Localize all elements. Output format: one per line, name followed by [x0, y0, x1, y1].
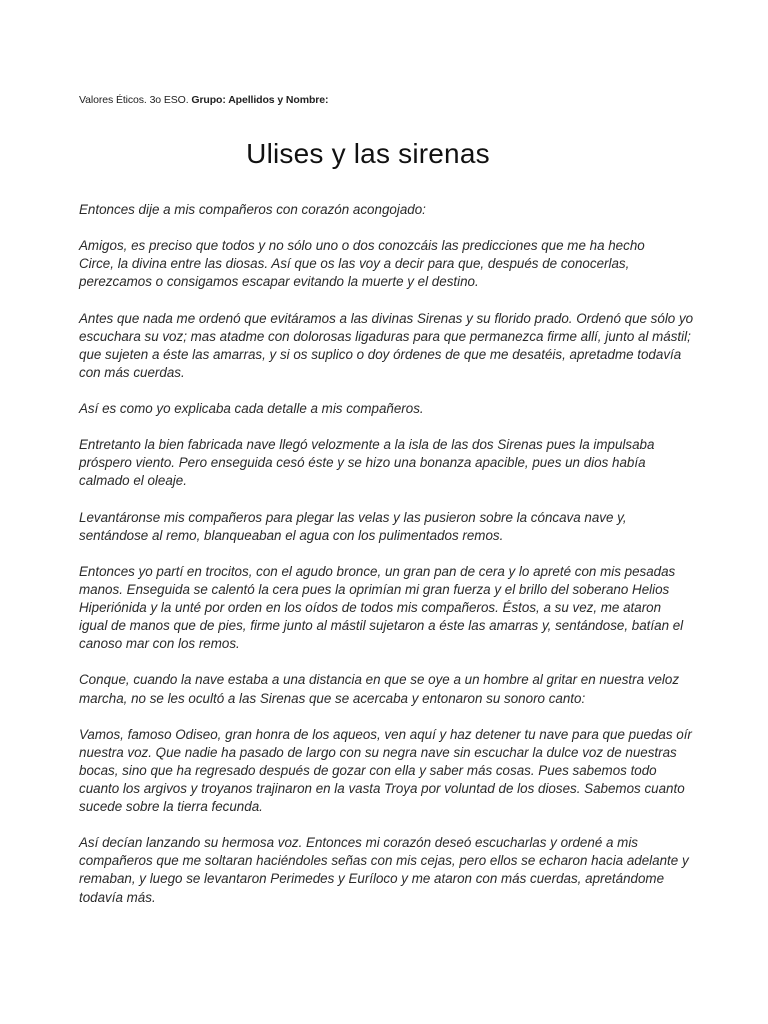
paragraph	[79, 310, 699, 382]
text-line: Vamos, famoso Odiseo, gran honra de los aqueos, ven aquí y haz detener tu nave para que puedas oír	[79, 726, 692, 742]
text-line: Entretanto la bien fabricada nave llegó velozmente a la isla de las dos Sirenas pues la impulsaba	[79, 437, 655, 453]
text-line: Hiperiónida y la unté por orden en los oídos de todos mis compañeros. Éstos, a su vez, me ataron	[79, 600, 662, 616]
text-line: sucede sobre la tierra fecunda.	[79, 799, 263, 815]
text-line: Antes que nada me ordenó que evitáramos a las divinas Sirenas y su florido prado. Ordenó que sólo yo	[79, 310, 694, 326]
header-course: Valores Éticos. 3o ESO.	[79, 94, 192, 106]
text-line: calmado el oleaje.	[79, 473, 187, 489]
text-line: marcha, no se les ocultó a las Sirenas que se acercaba y entonaron su sonoro canto:	[79, 690, 586, 706]
paragraph	[79, 509, 699, 545]
text-line: nuestra voz. Que nadie ha pasado de largo con su negra nave sin escuchar la dulce voz de nuestras	[79, 744, 677, 760]
text-line: Así decían lanzando su hermosa voz. Entonces mi corazón deseó escucharlas y ordené a mis	[79, 835, 638, 851]
text-line: Circe, la divina entre las diosas. Así que os las voy a decir para que, después de conocerlas,	[79, 256, 630, 272]
document-title: Ulises y las sirenas	[246, 138, 490, 169]
paragraph	[79, 201, 699, 219]
paragraph	[79, 563, 699, 653]
document-header	[79, 93, 328, 107]
paragraph	[79, 834, 699, 906]
text-line: escuchara su voz; mas atadme con dolorosas ligaduras para que permanezca firme allí, junto al mástil;	[79, 328, 691, 344]
text-line: igual de manos que de pies, firme junto al mástil sujetaron a éste las amarras y, sentándose, batían el	[79, 618, 684, 634]
text-line: Así es como yo explicaba cada detalle a mis compañeros.	[79, 401, 424, 417]
text-line: próspero viento. Pero enseguida cesó éste y se hizo una bonanza apacible, pues un dios había	[79, 455, 646, 471]
text-line: compañeros que me soltaran haciéndoles señas con mis cejas, pero ellos se echaron hacia adelante y	[79, 853, 689, 869]
text-line: con más cuerdas.	[79, 364, 185, 380]
text-line: Entonces dije a mis compañeros con corazón acongojado:	[79, 202, 426, 217]
paragraph	[79, 726, 699, 816]
text-line: canoso mar con los remos.	[79, 636, 240, 652]
paragraph	[79, 671, 699, 707]
header-student-fields: Grupo: Apellidos y Nombre:	[191, 94, 329, 106]
text-line: manos. Enseguida se calentó la cera pues la oprimían mi gran fuerza y el brillo del soberano Helios	[79, 581, 670, 597]
document-body	[79, 201, 699, 925]
text-line: remaban, y luego se levantaron Perimedes y Euríloco y me ataron con más cuerdas, apretándome	[79, 871, 665, 887]
text-line: cuanto los argivos y troyanos trajinaron en la vasta Troya por voluntad de los dioses. Sabemos cuanto	[79, 781, 685, 796]
paragraph	[79, 237, 699, 291]
paragraph	[79, 400, 699, 418]
text-line: que sujeten a éste las amarras, y si os suplico o doy órdenes de que me desatéis, apretadme todavía	[79, 346, 682, 362]
text-line: Levantáronse mis compañeros para plegar las velas y las pusieron sobre la cóncava nave y,	[79, 509, 627, 525]
text-line: todavía más.	[79, 889, 156, 905]
text-line: sentándose al remo, blanqueaban el agua con los pulimentados remos.	[79, 527, 504, 543]
text-line: Conque, cuando la nave estaba a una distancia en que se oye a un hombre al gritar en nuestra veloz	[79, 672, 680, 688]
text-line: Amigos, es preciso que todos y no sólo uno o dos conozcáis las predicciones que me ha hecho	[79, 238, 645, 254]
text-line: perezcamos o consigamos escapar evitando la muerte y el destino.	[79, 274, 479, 290]
text-line: bocas, sino que ha regresado después de gozar con ella y saber más cosas. Pues sabemos todo	[79, 762, 657, 778]
text-line: Entonces yo partí en trocitos, con el agudo bronce, un gran pan de cera y lo apreté con mis pesadas	[79, 563, 676, 579]
paragraph	[79, 436, 699, 490]
